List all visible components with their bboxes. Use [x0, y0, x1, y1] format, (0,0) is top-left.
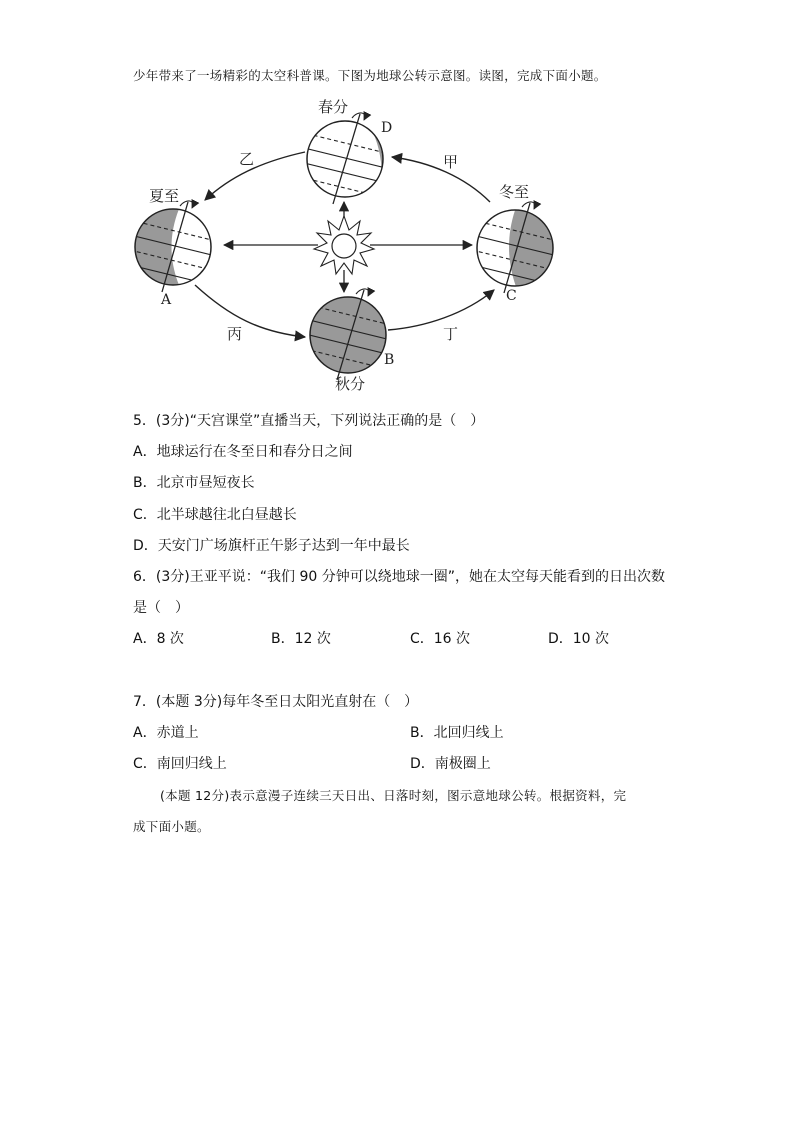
question-5-stem: 5．(3分)“天宫课堂”直播当天，下列说法正确的是（ ）	[133, 413, 485, 429]
earth-revolution-diagram	[120, 92, 570, 397]
label-bing: 丙	[227, 325, 243, 343]
orbit-arrow-jia	[392, 157, 490, 202]
question-5-option-b: B．北京市昼短夜长	[133, 475, 255, 491]
question-6-stem-cont: 是（ ）	[133, 600, 189, 616]
earth-winter	[472, 202, 562, 293]
question-7-stem: 7．(本题 3分)每年冬至日太阳光直射在（ ）	[133, 694, 419, 710]
question-5-option-a: A．地球运行在冬至日和春分日之间	[133, 444, 353, 460]
earth-summer	[130, 201, 220, 292]
question-6-option-a: A．8 次	[133, 631, 184, 647]
question-5-option-d: D．天安门广场旗杆正午影子达到一年中最长	[133, 538, 410, 554]
orbit-arrow-ding	[388, 290, 494, 330]
question-5-option-c: C．北半球越往北白昼越长	[133, 507, 297, 523]
question-7-option-d: D．南极圈上	[410, 756, 491, 772]
question-6-option-b: B．12 次	[271, 631, 331, 647]
earth-autumn	[305, 289, 395, 380]
label-c: C	[506, 288, 517, 304]
next-intro-line2: 成下面小题。	[133, 819, 210, 834]
label-summer: 夏至	[149, 187, 180, 205]
sun-icon	[314, 216, 374, 274]
label-autumn: 秋分	[335, 375, 366, 393]
label-spring: 春分	[318, 98, 349, 116]
label-a: A	[161, 292, 172, 308]
question-6-option-d: D．10 次	[548, 631, 610, 647]
question-6-option-c: C．16 次	[410, 631, 471, 647]
label-yi: 乙	[239, 150, 255, 168]
label-jia: 甲	[443, 153, 459, 171]
question-7-option-c: C．南回归线上	[133, 756, 227, 772]
label-winter: 冬至	[499, 183, 530, 201]
next-intro-line1: (本题 12分)表示意漫子连续三天日出、日落时刻，图示意地球公转。根据资料，完	[160, 788, 627, 803]
question-6-stem: 6．(3分)王亚平说：“我们 90 分钟可以绕地球一圈”，她在太空每天能看到的日出次数	[133, 569, 665, 585]
question-7-option-a: A．赤道上	[133, 725, 199, 741]
label-b: B	[384, 352, 395, 368]
label-d: D	[381, 120, 393, 136]
orbit-arrow-yi	[205, 152, 305, 200]
label-ding: 丁	[443, 325, 459, 343]
orbit-arrow-bing	[195, 285, 305, 337]
intro-text: 少年带来了一场精彩的太空科普课。下图为地球公转示意图。读图，完成下面小题。	[133, 68, 607, 83]
question-7-option-b: B．北回归线上	[410, 725, 504, 741]
